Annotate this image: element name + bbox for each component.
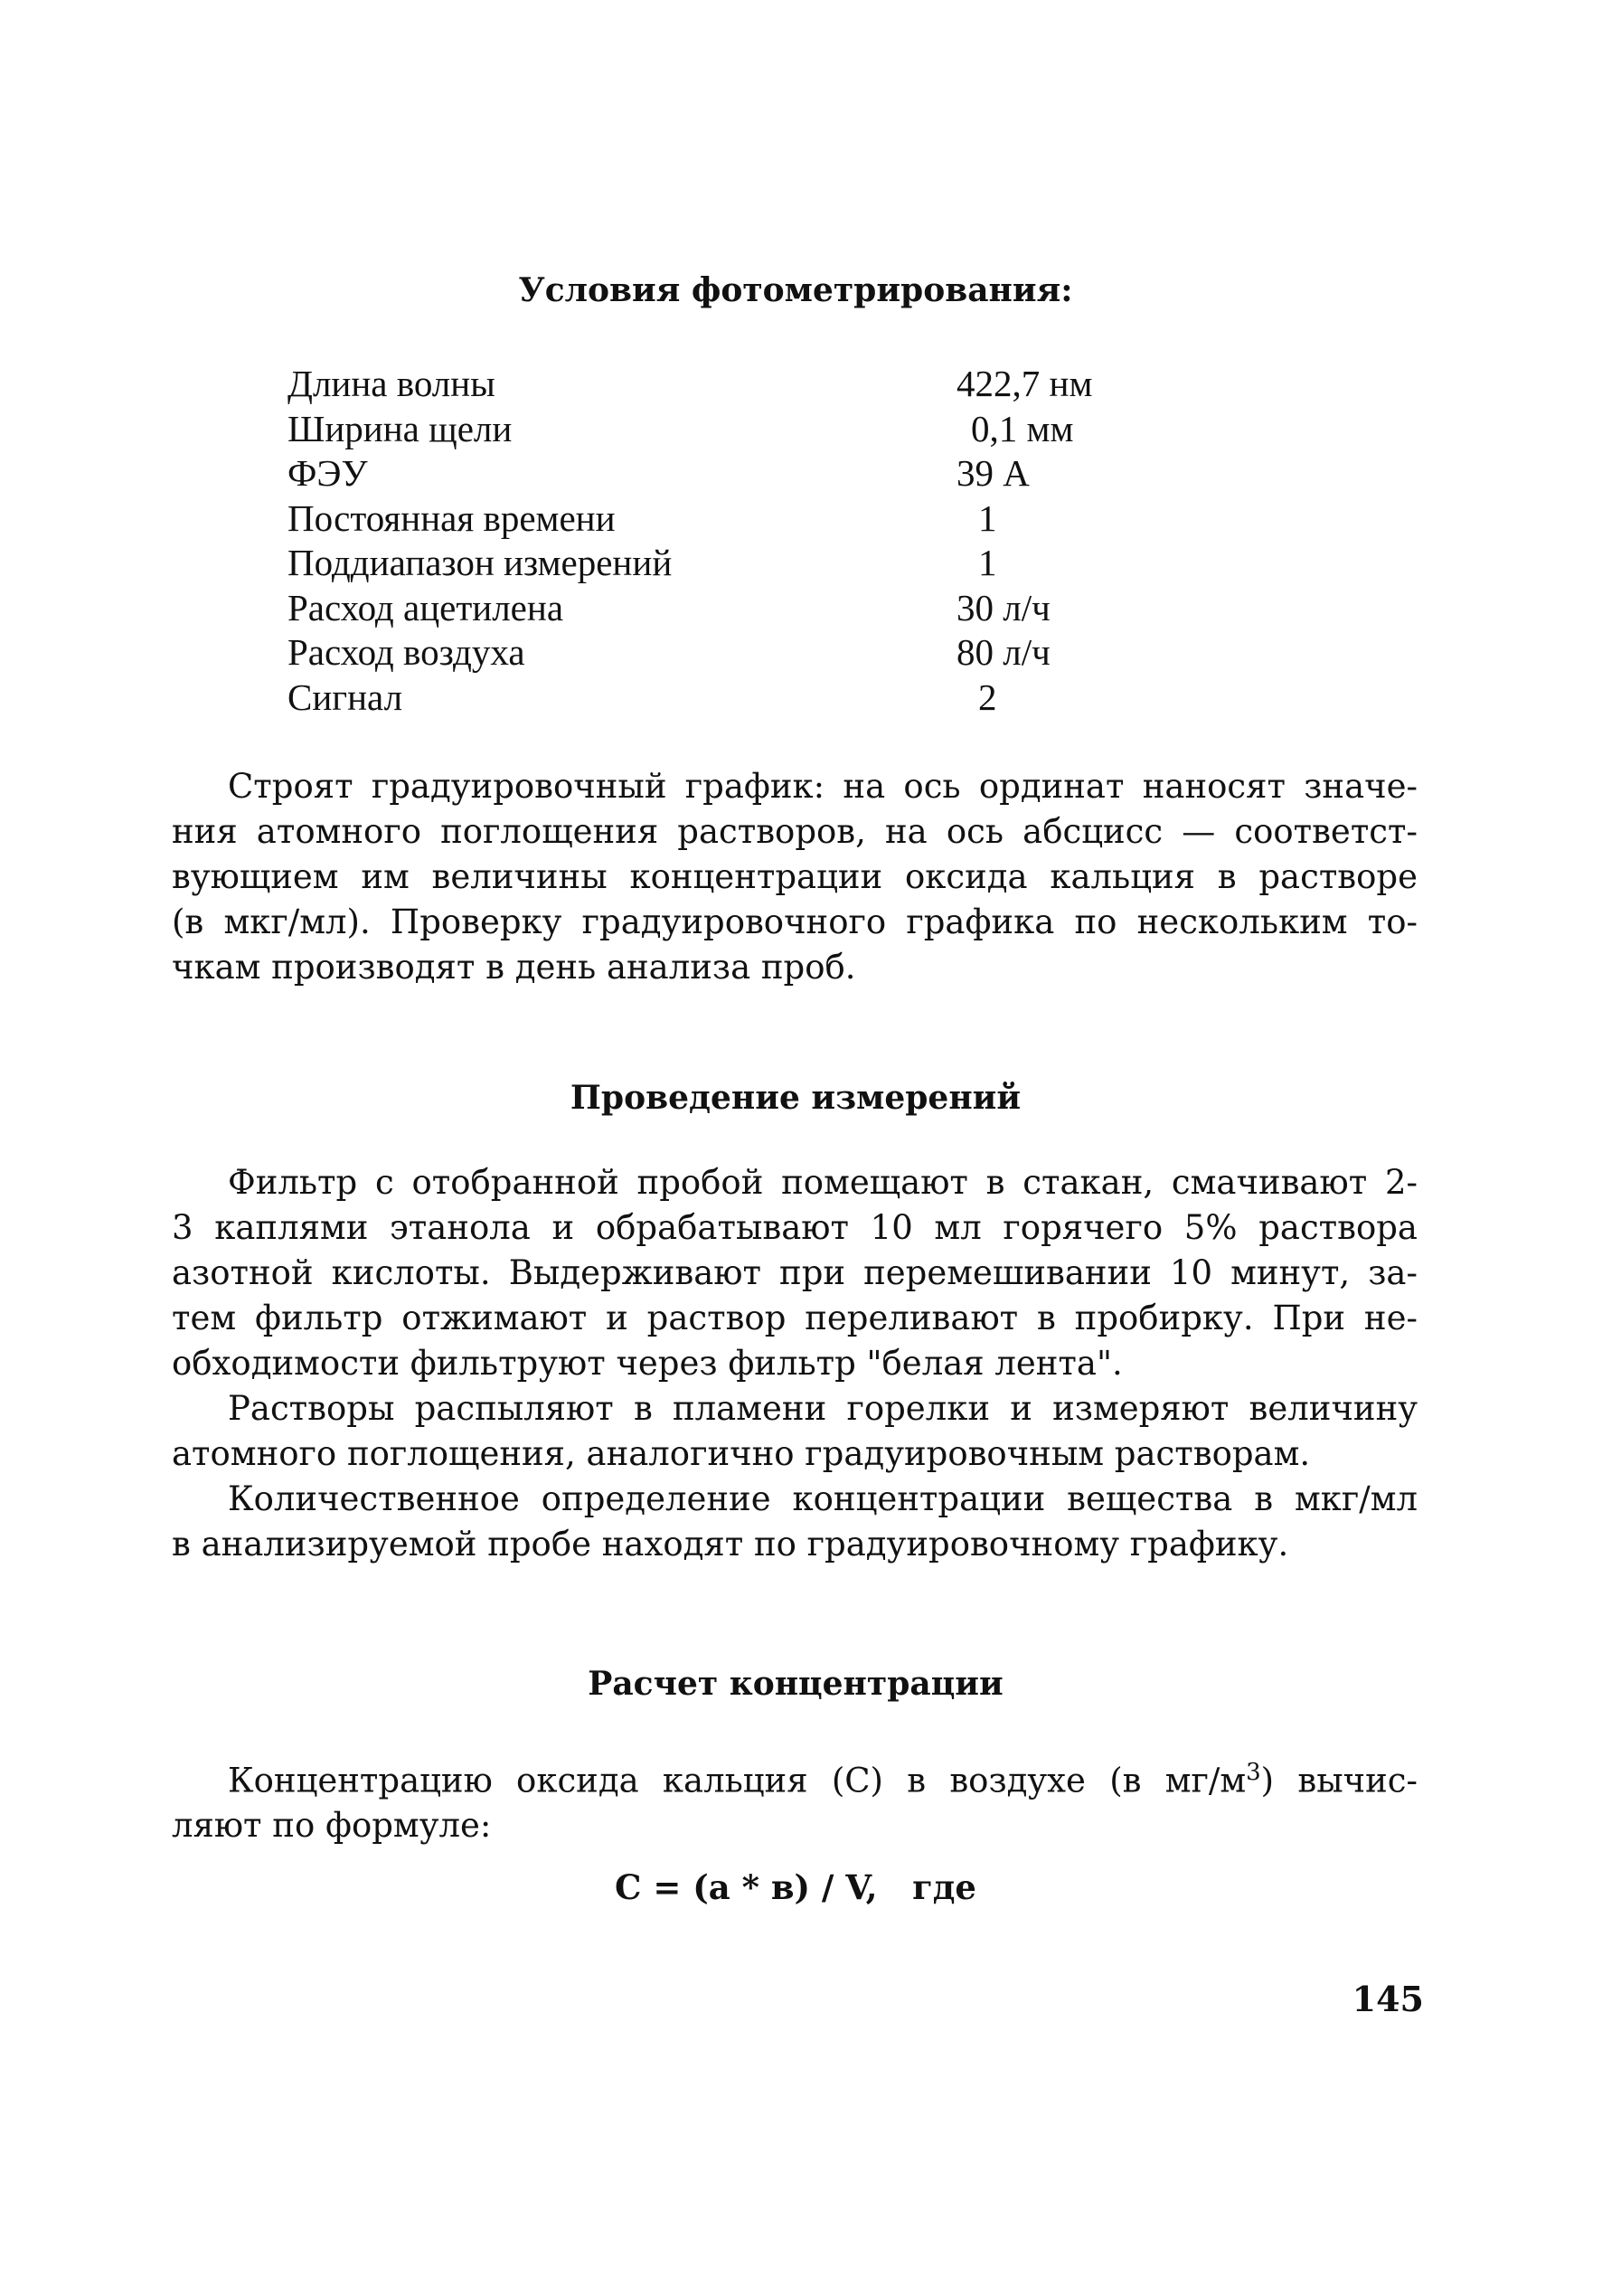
param-row [287, 541, 1173, 586]
param-row [287, 362, 1173, 407]
text-line: атомного поглощения, аналогично градуировочным растворам. [172, 1434, 1311, 1473]
param-value: 30 л/ч [956, 586, 1051, 628]
text-line: ляют по формуле: [172, 1806, 492, 1846]
param-row [287, 407, 1173, 452]
param-row [287, 496, 1173, 542]
text-line: чкам производят в день анализа проб. [172, 948, 856, 987]
param-value: 422,7 нм [956, 363, 1093, 404]
text-line: 3 каплями этанола и обрабатывают 10 мл горячего 5% раствора [172, 1208, 1418, 1247]
param-value: 80 л/ч [956, 631, 1051, 673]
superscript: 3 [1246, 1759, 1261, 1786]
formula: С = (а * в) / V, где [615, 1867, 976, 1907]
calculation-heading: Расчет концентрации [588, 1665, 1004, 1703]
param-value: 0,1 мм [971, 407, 1074, 449]
calibration-paragraph [172, 764, 1418, 990]
text-line [172, 1750, 1418, 1803]
text-fragment: ) вычис- [1260, 1761, 1418, 1800]
param-value: 2 [978, 676, 997, 718]
param-row [287, 451, 1173, 496]
param-name: Ширина щели [287, 407, 513, 449]
text-line: Фильтр с отобранной пробой помещают в стакан, смачивают 2- [228, 1163, 1418, 1202]
text-line: обходимости фильтруют через фильтр "белая лента". [172, 1344, 1123, 1383]
param-name: Поддиапазон измерений [287, 542, 673, 583]
calculation-paragraph [172, 1750, 1418, 1848]
text-line: в анализируемой пробе находят по градуировочному графику. [172, 1525, 1289, 1564]
text-line: тем фильтр отжимают и раствор переливают в пробирку. При не- [172, 1299, 1418, 1337]
text-line: ния атомного поглощения растворов, на ось абсцисс — соответст- [172, 812, 1418, 851]
text-line: азотной кислоты. Выдерживают при перемешивании 10 минут, за- [172, 1253, 1418, 1292]
param-value: 39 А [956, 452, 1030, 494]
param-row [287, 630, 1173, 676]
text-line: Количественное определение концентрации вещества в мкг/мл [228, 1479, 1418, 1518]
filter-procedure-paragraph [172, 1160, 1418, 1386]
param-name: Постоянная времени [287, 496, 616, 539]
page-number: 145 [1352, 1979, 1424, 2019]
text-fragment: Концентрацию оксида кальция (С) в воздухе (в мг/м [228, 1761, 1247, 1800]
conditions-heading: Условия фотометрирования: [518, 271, 1073, 309]
param-name: ФЭУ [287, 452, 368, 494]
text-line: Строят градуировочный график: на ось ординат наносят значе- [228, 767, 1418, 806]
measurements-heading: Проведение измерений [570, 1079, 1022, 1117]
text-line: вующием им величины концентрации оксида кальция в растворе [172, 857, 1418, 896]
param-name: Сигнал [287, 676, 403, 718]
param-name: Расход ацетилена [287, 586, 564, 628]
param-name: Расход воздуха [287, 631, 525, 673]
text-line: Растворы распыляют в пламени горелки и измеряют величину [228, 1389, 1418, 1428]
spraying-paragraph [172, 1386, 1418, 1477]
param-row [287, 586, 1173, 631]
param-row [287, 676, 1173, 721]
text-line: (в мкг/мл). Проверку градуировочного графика по нескольким то- [172, 902, 1418, 941]
param-value: 1 [978, 496, 997, 539]
photometry-params-list [287, 362, 1173, 720]
quantitative-paragraph [172, 1477, 1418, 1567]
param-name: Длина волны [287, 363, 495, 404]
param-value: 1 [978, 542, 997, 583]
